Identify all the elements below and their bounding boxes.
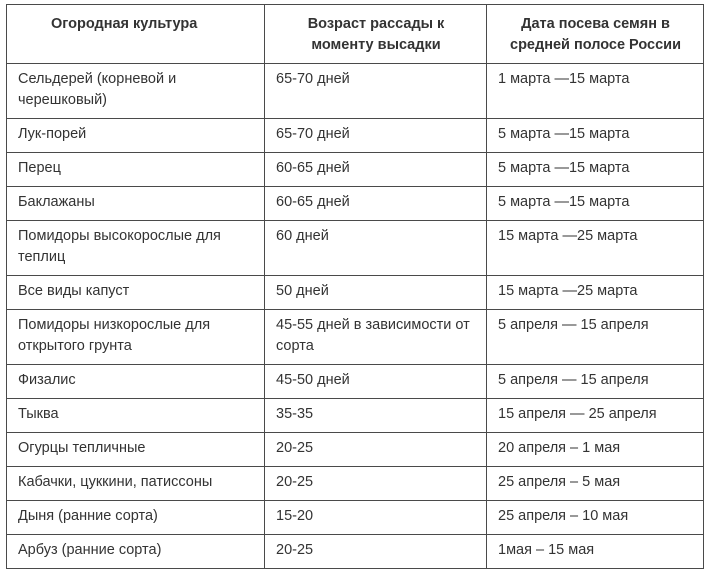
cell-age: 60-65 дней <box>265 153 487 187</box>
cell-age: 50 дней <box>265 276 487 310</box>
cell-crop: Физалис <box>7 365 265 399</box>
cell-crop: Баклажаны <box>7 187 265 221</box>
seedling-table <box>6 4 704 569</box>
cell-date: 20 апреля – 1 мая <box>487 433 704 467</box>
cell-age: 45-55 дней в зависимости от сорта <box>265 310 487 365</box>
table-row <box>7 535 704 569</box>
cell-crop: Помидоры высокорослые для теплиц <box>7 221 265 276</box>
cell-date: 1мая – 15 мая <box>487 535 704 569</box>
cell-crop: Дыня (ранние сорта) <box>7 501 265 535</box>
cell-crop: Помидоры низкорослые для открытого грунта <box>7 310 265 365</box>
table-row <box>7 276 704 310</box>
table-row <box>7 64 704 119</box>
cell-age: 60-65 дней <box>265 187 487 221</box>
table-row <box>7 501 704 535</box>
cell-date: 5 апреля — 15 апреля <box>487 365 704 399</box>
cell-date: 25 апреля – 5 мая <box>487 467 704 501</box>
table-row <box>7 187 704 221</box>
cell-age: 20-25 <box>265 535 487 569</box>
cell-date: 5 марта —15 марта <box>487 119 704 153</box>
cell-age: 65-70 дней <box>265 119 487 153</box>
cell-crop: Перец <box>7 153 265 187</box>
table-header-row <box>7 5 704 64</box>
cell-date: 15 марта —25 марта <box>487 221 704 276</box>
cell-date: 5 марта —15 марта <box>487 187 704 221</box>
cell-age: 15-20 <box>265 501 487 535</box>
seedling-table-container <box>6 4 704 569</box>
cell-crop: Все виды капуст <box>7 276 265 310</box>
cell-age: 60 дней <box>265 221 487 276</box>
header-crop: Огородная культура <box>7 5 265 64</box>
header-sowing-date: Дата посева семян в средней полосе России <box>487 5 704 64</box>
cell-date: 5 апреля — 15 апреля <box>487 310 704 365</box>
cell-date: 5 марта —15 марта <box>487 153 704 187</box>
cell-date: 25 апреля – 10 мая <box>487 501 704 535</box>
cell-crop: Тыква <box>7 399 265 433</box>
table-row <box>7 119 704 153</box>
table-row <box>7 310 704 365</box>
cell-date: 1 марта —15 марта <box>487 64 704 119</box>
cell-age: 20-25 <box>265 433 487 467</box>
table-row <box>7 153 704 187</box>
cell-age: 65-70 дней <box>265 64 487 119</box>
table-row <box>7 467 704 501</box>
cell-crop: Огурцы тепличные <box>7 433 265 467</box>
cell-crop: Арбуз (ранние сорта) <box>7 535 265 569</box>
cell-date: 15 апреля — 25 апреля <box>487 399 704 433</box>
table-row <box>7 365 704 399</box>
table-row <box>7 221 704 276</box>
cell-crop: Лук-порей <box>7 119 265 153</box>
cell-crop: Кабачки, цуккини, патиссоны <box>7 467 265 501</box>
cell-crop: Сельдерей (корневой и черешковый) <box>7 64 265 119</box>
table-row <box>7 433 704 467</box>
cell-age: 20-25 <box>265 467 487 501</box>
cell-age: 35-35 <box>265 399 487 433</box>
cell-age: 45-50 дней <box>265 365 487 399</box>
header-seedling-age: Возраст рассады к моменту высадки <box>265 5 487 64</box>
cell-date: 15 марта —25 марта <box>487 276 704 310</box>
table-row <box>7 399 704 433</box>
